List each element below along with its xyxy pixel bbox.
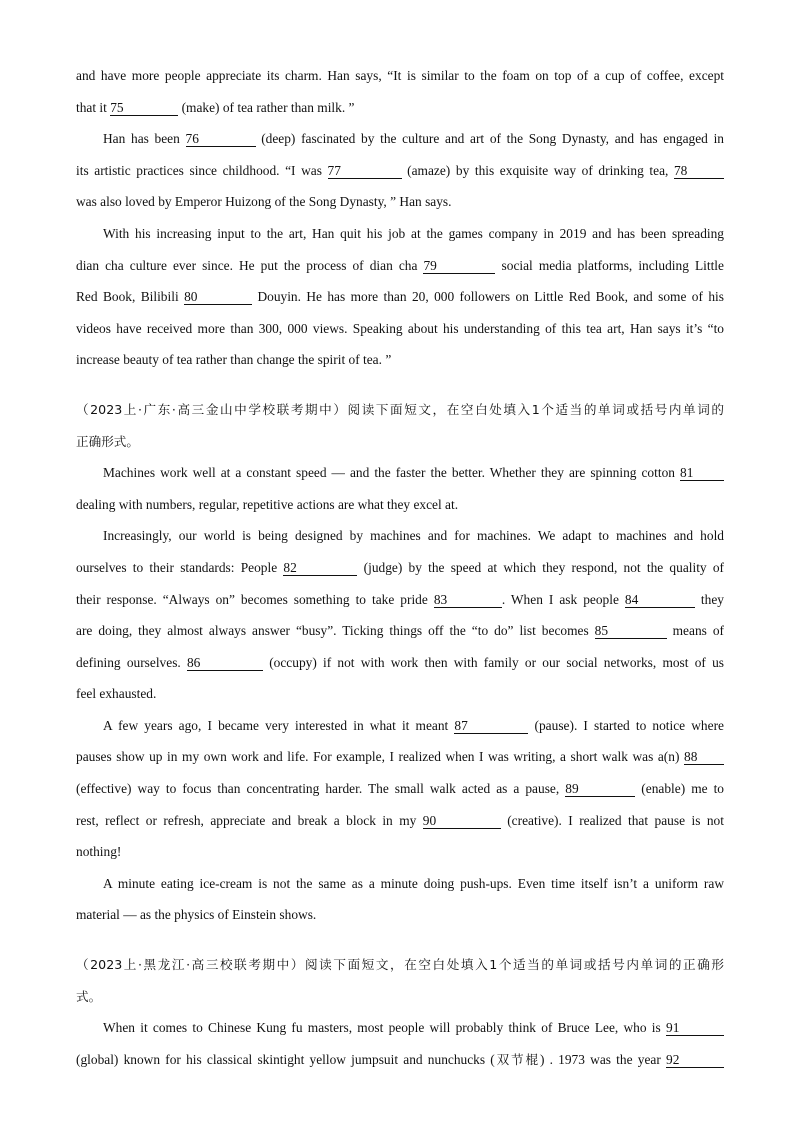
text-line: material — as the physics of Einstein shows.: [76, 907, 317, 923]
text-line: [76, 741, 724, 773]
text-segment: means of: [672, 623, 724, 639]
text-line: [76, 92, 724, 124]
text-segment: Han has been: [103, 131, 180, 147]
text-line: [76, 615, 724, 647]
text-line: nothing!: [76, 844, 122, 860]
text-line: [76, 250, 724, 282]
text-line: increase beauty of tea rather than change the spirit of tea. ”: [76, 352, 392, 368]
text-line: [76, 710, 724, 742]
text-segment: A few years ago, I became very interested in what it meant: [103, 717, 449, 733]
blank-82[interactable]: 82: [283, 560, 357, 576]
blank-90[interactable]: 90: [423, 813, 501, 829]
text-segment: (global) known for his classical skintight yellow jumpsuit and nunchucks (: [76, 1051, 495, 1067]
text-segment: (judge) by the speed at which they respond, not the quality of: [363, 559, 724, 575]
text-line: dealing with numbers, regular, repetitive actions are what they excel at.: [76, 496, 459, 512]
text-segment: dian cha culture ever since. He put the process of dian cha: [76, 257, 418, 273]
text-line: [76, 773, 724, 805]
text-segment: that it: [76, 99, 107, 115]
text-segment: (pause). I started to notice where: [534, 717, 724, 733]
blank-84[interactable]: 84: [625, 592, 695, 608]
blank-78[interactable]: 78: [674, 163, 724, 179]
question-header: （2023上·广东·高三金山中学校联考期中）阅读下面短文，在空白处填入1个适当的单词或括号内单词的: [76, 401, 724, 417]
text-line: was also loved by Emperor Huizong of the Song Dynasty, ” Han says.: [76, 194, 452, 210]
text-line: [76, 584, 724, 616]
text-line: and have more people appreciate its charm. Han says, “It is similar to the foam on top of a cup of coffee, except: [76, 68, 724, 83]
text-segment: ) . 1973 was the year: [539, 1051, 661, 1067]
text-segment: (deep) fascinated by the culture and art of the Song Dynasty, and has engaged in: [261, 131, 724, 147]
text-line: [76, 647, 724, 679]
text-segment: its artistic practices since childhood. “I was: [76, 162, 322, 178]
text-segment: they: [700, 591, 724, 607]
text-line: [76, 123, 724, 155]
blank-81[interactable]: 81: [680, 465, 724, 481]
text-line: [76, 281, 724, 313]
blank-77[interactable]: 77: [328, 163, 402, 179]
blank-80[interactable]: 80: [184, 289, 252, 305]
text-segment: their response. “Always on” becomes something to take pride: [76, 591, 428, 607]
text-line: [76, 155, 724, 187]
blank-83[interactable]: 83: [434, 592, 502, 608]
text-segment: pauses show up in my own work and life. For example, I realized when I was writing, a short walk was a(n): [76, 749, 680, 765]
text-line: videos have received more than 300, 000 views. Speaking about his understanding of this tea art, Han says it’s “to: [76, 320, 724, 336]
question-header: 式。: [76, 988, 102, 1004]
text-segment: Machines work well at a constant speed — and the faster the better. Whether they are spinning cotton: [103, 465, 675, 481]
question-header: 正确形式。: [76, 433, 139, 449]
text-segment: ourselves to their standards: People: [76, 559, 278, 575]
blank-88[interactable]: 88: [684, 749, 724, 765]
text-segment: (effective) way to focus than concentrating harder. The small walk acted as a pause,: [76, 781, 560, 797]
blank-85[interactable]: 85: [595, 623, 667, 639]
blank-75[interactable]: 75: [110, 100, 178, 116]
blank-86[interactable]: 86: [187, 655, 263, 671]
text-segment: Douyin. He has more than 20, 000 followers on Little Red Book, and some of his: [257, 289, 724, 305]
text-line: [76, 552, 724, 584]
text-line: Increasingly, our world is being designed by machines and for machines. We adapt to machines and hold: [103, 528, 724, 544]
text-segment: rest, reflect or refresh, appreciate and break a block in my: [76, 812, 417, 828]
text-line: [76, 1044, 724, 1076]
text-segment: (amaze) by this exquisite way of drinking tea,: [407, 162, 669, 178]
document-page: [76, 60, 724, 1075]
text-segment: 双节棍: [494, 1051, 540, 1067]
blank-89[interactable]: 89: [565, 781, 635, 797]
text-segment: (make) of tea rather than milk. ”: [181, 99, 355, 115]
text-line: With his increasing input to the art, Han quit his job at the games company in 2019 and has been spreading: [103, 225, 724, 241]
text-segment: social media platforms, including Little: [501, 257, 724, 273]
blank-79[interactable]: 79: [423, 258, 495, 274]
text-segment: When it comes to Chinese Kung fu masters, most people will probably think of Bruce Lee, who is: [103, 1020, 661, 1036]
blank-87[interactable]: 87: [454, 718, 528, 734]
text-line: feel exhausted.: [76, 686, 157, 702]
text-segment: defining ourselves.: [76, 654, 181, 670]
text-line: [76, 805, 724, 837]
blank-92[interactable]: 92: [666, 1052, 724, 1068]
question-header: （2023上·黑龙江·高三校联考期中）阅读下面短文，在空白处填入1个适当的单词或括号内单词的正确形: [76, 957, 724, 973]
text-line: [76, 1012, 724, 1044]
text-line: [76, 457, 724, 489]
text-segment: are doing, they almost always answer “busy”. Ticking things off the “to do” list becomes: [76, 623, 589, 639]
blank-76[interactable]: 76: [186, 131, 256, 147]
text-segment: (creative). I realized that pause is not: [507, 812, 724, 828]
text-line: A minute eating ice-cream is not the same as a minute doing push-ups. Even time itself isn’t a uniform raw: [103, 875, 724, 891]
text-segment: (occupy) if not with work then with family or our social networks, most of us: [269, 654, 724, 670]
text-segment: (enable) me to: [641, 781, 724, 797]
blank-91[interactable]: 91: [666, 1020, 724, 1036]
text-segment: Red Book, Bilibili: [76, 289, 179, 305]
text-segment: . When I ask people: [501, 591, 619, 607]
